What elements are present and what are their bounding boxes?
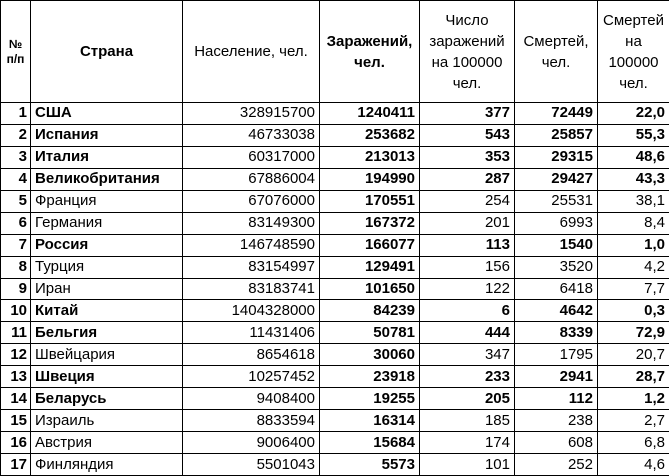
country-cell: Великобритания — [31, 168, 183, 190]
table-row — [1, 190, 669, 212]
table-row — [1, 124, 669, 146]
row-number: 16 — [1, 432, 31, 454]
row-number: 12 — [1, 344, 31, 366]
infections-cell: 167372 — [320, 212, 420, 234]
infections-per-100k-cell: 6 — [420, 300, 515, 322]
deaths-cell: 4642 — [515, 300, 598, 322]
deaths-cell: 252 — [515, 454, 598, 476]
infections-cell: 30060 — [320, 344, 420, 366]
infections-per-100k-cell: 254 — [420, 190, 515, 212]
row-number: 4 — [1, 168, 31, 190]
population-cell: 5501043 — [183, 454, 320, 476]
row-number: 15 — [1, 410, 31, 432]
infections-cell: 166077 — [320, 234, 420, 256]
infections-per-100k-cell: 205 — [420, 388, 515, 410]
country-cell: Иран — [31, 278, 183, 300]
infections-per-100k-cell: 287 — [420, 168, 515, 190]
infections-per-100k-cell: 122 — [420, 278, 515, 300]
deaths-cell: 72449 — [515, 103, 598, 125]
deaths-cell: 25531 — [515, 190, 598, 212]
country-cell: Россия — [31, 234, 183, 256]
table-row — [1, 322, 669, 344]
infections-cell: 5573 — [320, 454, 420, 476]
row-number: 8 — [1, 256, 31, 278]
country-cell: Беларусь — [31, 388, 183, 410]
row-number: 3 — [1, 146, 31, 168]
row-number: 5 — [1, 190, 31, 212]
row-number: 10 — [1, 300, 31, 322]
country-cell: Франция — [31, 190, 183, 212]
deaths-per-100k-cell: 4,6 — [598, 454, 669, 476]
deaths-per-100k-cell: 2,7 — [598, 410, 669, 432]
infections-per-100k-cell: 543 — [420, 124, 515, 146]
population-cell: 83149300 — [183, 212, 320, 234]
deaths-per-100k-cell: 20,7 — [598, 344, 669, 366]
row-number: 13 — [1, 366, 31, 388]
deaths-cell: 6993 — [515, 212, 598, 234]
deaths-cell: 3520 — [515, 256, 598, 278]
population-cell: 46733038 — [183, 124, 320, 146]
infections-per-100k-cell: 156 — [420, 256, 515, 278]
deaths-per-100k-cell: 7,7 — [598, 278, 669, 300]
deaths-per-100k-cell: 22,0 — [598, 103, 669, 125]
header-number: № п/п — [1, 1, 31, 103]
infections-cell: 194990 — [320, 168, 420, 190]
population-cell: 8833594 — [183, 410, 320, 432]
deaths-per-100k-cell: 0,3 — [598, 300, 669, 322]
infections-per-100k-cell: 444 — [420, 322, 515, 344]
infections-per-100k-cell: 113 — [420, 234, 515, 256]
infections-per-100k-cell: 233 — [420, 366, 515, 388]
table-row — [1, 388, 669, 410]
infections-per-100k-cell: 377 — [420, 103, 515, 125]
header-infections: Заражений, чел. — [320, 1, 420, 103]
deaths-per-100k-cell: 72,9 — [598, 322, 669, 344]
deaths-per-100k-cell: 48,6 — [598, 146, 669, 168]
row-number: 11 — [1, 322, 31, 344]
infections-cell: 19255 — [320, 388, 420, 410]
row-number: 14 — [1, 388, 31, 410]
table-row — [1, 146, 669, 168]
table-row — [1, 454, 669, 476]
country-cell: Израиль — [31, 410, 183, 432]
population-cell: 60317000 — [183, 146, 320, 168]
infections-per-100k-cell: 185 — [420, 410, 515, 432]
country-cell: Швейцария — [31, 344, 183, 366]
deaths-cell: 6418 — [515, 278, 598, 300]
header-population: Население, чел. — [183, 1, 320, 103]
header-row — [1, 1, 669, 103]
infections-per-100k-cell: 174 — [420, 432, 515, 454]
deaths-cell: 29427 — [515, 168, 598, 190]
table-row — [1, 256, 669, 278]
deaths-cell: 1795 — [515, 344, 598, 366]
country-cell: Бельгия — [31, 322, 183, 344]
population-cell: 11431406 — [183, 322, 320, 344]
population-cell: 83183741 — [183, 278, 320, 300]
table-row — [1, 366, 669, 388]
table-row — [1, 168, 669, 190]
deaths-cell: 25857 — [515, 124, 598, 146]
infections-cell: 101650 — [320, 278, 420, 300]
table-row — [1, 103, 669, 125]
infections-per-100k-cell: 347 — [420, 344, 515, 366]
infections-cell: 50781 — [320, 322, 420, 344]
row-number: 17 — [1, 454, 31, 476]
infections-per-100k-cell: 201 — [420, 212, 515, 234]
deaths-cell: 29315 — [515, 146, 598, 168]
table-row — [1, 300, 669, 322]
country-cell: Турция — [31, 256, 183, 278]
country-cell: Австрия — [31, 432, 183, 454]
deaths-cell: 112 — [515, 388, 598, 410]
table-row — [1, 432, 669, 454]
deaths-cell: 1540 — [515, 234, 598, 256]
table-row — [1, 344, 669, 366]
deaths-per-100k-cell: 1,0 — [598, 234, 669, 256]
infections-cell: 1240411 — [320, 103, 420, 125]
country-cell: Финляндия — [31, 454, 183, 476]
table-row — [1, 410, 669, 432]
infections-per-100k-cell: 101 — [420, 454, 515, 476]
infections-cell: 23918 — [320, 366, 420, 388]
deaths-cell: 2941 — [515, 366, 598, 388]
header-country: Страна — [31, 1, 183, 103]
population-cell: 67886004 — [183, 168, 320, 190]
table-row — [1, 212, 669, 234]
deaths-cell: 608 — [515, 432, 598, 454]
infections-cell: 213013 — [320, 146, 420, 168]
infections-cell: 170551 — [320, 190, 420, 212]
country-cell: США — [31, 103, 183, 125]
country-cell: Китай — [31, 300, 183, 322]
deaths-cell: 8339 — [515, 322, 598, 344]
header-infections-per-100k: Число заражений на 100000 чел. — [420, 1, 515, 103]
deaths-per-100k-cell: 55,3 — [598, 124, 669, 146]
infections-cell: 129491 — [320, 256, 420, 278]
population-cell: 9006400 — [183, 432, 320, 454]
infections-cell: 253682 — [320, 124, 420, 146]
deaths-cell: 238 — [515, 410, 598, 432]
row-number: 6 — [1, 212, 31, 234]
country-cell: Швеция — [31, 366, 183, 388]
population-cell: 9408400 — [183, 388, 320, 410]
infections-per-100k-cell: 353 — [420, 146, 515, 168]
row-number: 1 — [1, 103, 31, 125]
table-row — [1, 278, 669, 300]
country-cell: Германия — [31, 212, 183, 234]
table-row — [1, 234, 669, 256]
deaths-per-100k-cell: 1,2 — [598, 388, 669, 410]
deaths-per-100k-cell: 4,2 — [598, 256, 669, 278]
deaths-per-100k-cell: 38,1 — [598, 190, 669, 212]
infections-cell: 16314 — [320, 410, 420, 432]
population-cell: 83154997 — [183, 256, 320, 278]
population-cell: 1404328000 — [183, 300, 320, 322]
population-cell: 8654618 — [183, 344, 320, 366]
population-cell: 328915700 — [183, 103, 320, 125]
country-cell: Италия — [31, 146, 183, 168]
deaths-per-100k-cell: 6,8 — [598, 432, 669, 454]
deaths-per-100k-cell: 8,4 — [598, 212, 669, 234]
infections-cell: 84239 — [320, 300, 420, 322]
row-number: 2 — [1, 124, 31, 146]
deaths-per-100k-cell: 43,3 — [598, 168, 669, 190]
deaths-per-100k-cell: 28,7 — [598, 366, 669, 388]
infections-cell: 15684 — [320, 432, 420, 454]
population-cell: 146748590 — [183, 234, 320, 256]
header-deaths: Смертей, чел. — [515, 1, 598, 103]
population-cell: 10257452 — [183, 366, 320, 388]
country-cell: Испания — [31, 124, 183, 146]
population-cell: 67076000 — [183, 190, 320, 212]
header-deaths-per-100k: Смертей на 100000 чел. — [598, 1, 669, 103]
row-number: 7 — [1, 234, 31, 256]
row-number: 9 — [1, 278, 31, 300]
